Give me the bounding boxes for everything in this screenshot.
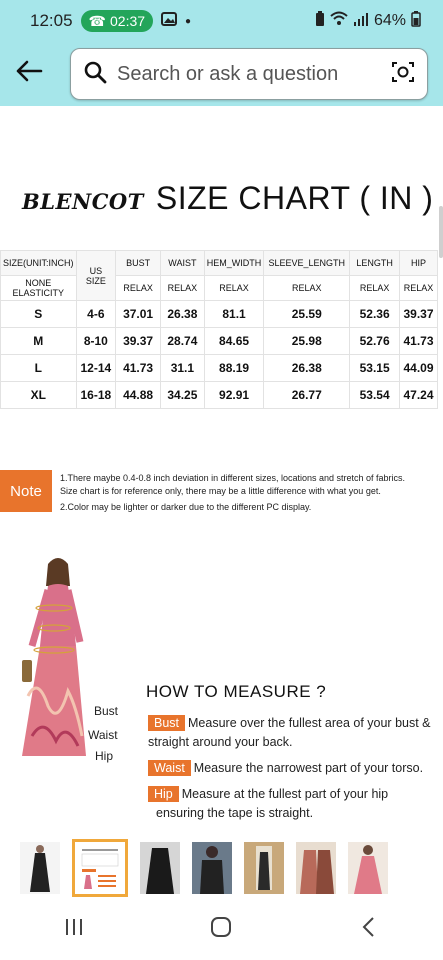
table-cell: 84.65 bbox=[204, 328, 264, 355]
recent-apps-button[interactable] bbox=[62, 915, 86, 944]
table-cell: 52.36 bbox=[350, 301, 400, 328]
scroll-indicator bbox=[439, 206, 443, 258]
table-header-cell: SLEEVE_LENGTH bbox=[264, 251, 350, 276]
thumbnail-2-selected[interactable] bbox=[72, 839, 128, 897]
table-cell: 47.24 bbox=[400, 382, 438, 409]
bust-text-1: Measure over the fullest area of your bust & bbox=[188, 716, 431, 730]
table-subheader-cell: RELAX bbox=[160, 276, 204, 301]
back-nav-button[interactable] bbox=[357, 915, 381, 944]
status-bar bbox=[0, 0, 443, 42]
table-cell: 26.38 bbox=[264, 355, 350, 382]
search-icon bbox=[83, 60, 107, 89]
table-subheader-cell: RELAX bbox=[350, 276, 400, 301]
thumbnail-3[interactable] bbox=[140, 842, 180, 894]
table-cell: 39.37 bbox=[400, 301, 438, 328]
search-header bbox=[0, 42, 443, 106]
table-cell: 8-10 bbox=[76, 328, 116, 355]
table-cell: 25.98 bbox=[264, 328, 350, 355]
table-cell: M bbox=[1, 328, 77, 355]
phone-icon: ☎ bbox=[88, 12, 106, 29]
table-cell: 16-18 bbox=[76, 382, 116, 409]
size-chart-header bbox=[22, 180, 433, 217]
call-timer: 02:37 bbox=[110, 13, 146, 29]
waist-tag: Waist bbox=[148, 760, 191, 776]
hip-label: Hip bbox=[95, 749, 114, 763]
table-header-cell: US SIZE bbox=[76, 251, 116, 301]
table-cell: S bbox=[1, 301, 77, 328]
table-subheader-cell: RELAX bbox=[116, 276, 161, 301]
table-cell: XL bbox=[1, 382, 77, 409]
bust-text-2: straight around your back. bbox=[148, 735, 293, 749]
table-cell: 44.88 bbox=[116, 382, 161, 409]
hip-text-1: Measure at the fullest part of your hip bbox=[181, 787, 389, 801]
how-to-measure-section bbox=[0, 556, 443, 820]
table-cell: 39.37 bbox=[116, 328, 161, 355]
thumbnail-strip bbox=[20, 842, 423, 898]
table-cell: 44.09 bbox=[400, 355, 438, 382]
camera-scan-icon[interactable] bbox=[391, 60, 415, 89]
bust-instruction bbox=[148, 714, 431, 752]
table-cell: 26.38 bbox=[160, 301, 204, 328]
table-row bbox=[1, 328, 438, 355]
table-cell: 92.91 bbox=[204, 382, 264, 409]
size-chart-title: SIZE CHART ( IN ) bbox=[155, 180, 434, 216]
bust-label: Bust bbox=[94, 704, 119, 718]
table-header-cell: HEM_WIDTH bbox=[204, 251, 264, 276]
table-header-cell: HIP bbox=[400, 251, 438, 276]
thumbnail-7[interactable] bbox=[348, 842, 388, 894]
table-cell: L bbox=[1, 355, 77, 382]
system-nav-bar bbox=[0, 898, 443, 960]
table-cell: 12-14 bbox=[76, 355, 116, 382]
brand-logo: BLENCOT bbox=[22, 189, 144, 214]
table-row bbox=[1, 382, 438, 409]
table-cell: 26.77 bbox=[264, 382, 350, 409]
home-button[interactable] bbox=[209, 915, 233, 944]
table-subheader-row bbox=[1, 276, 438, 301]
signal-icon bbox=[353, 11, 369, 32]
battery-percent: 64% bbox=[373, 12, 406, 29]
table-subheader-cell: NONE ELASTICITY bbox=[1, 276, 77, 301]
table-cell: 31.1 bbox=[160, 355, 204, 382]
status-time: 12:05 bbox=[30, 11, 73, 30]
table-cell: 34.25 bbox=[160, 382, 204, 409]
table-cell: 53.54 bbox=[350, 382, 400, 409]
table-row bbox=[1, 355, 438, 382]
search-placeholder: Search or ask a question bbox=[117, 62, 339, 85]
table-subheader-cell: RELAX bbox=[264, 276, 350, 301]
note-section bbox=[0, 466, 443, 516]
table-cell: 41.73 bbox=[400, 328, 438, 355]
hip-instruction bbox=[148, 785, 388, 823]
table-cell: 37.01 bbox=[116, 301, 161, 328]
thumbnail-6[interactable] bbox=[296, 842, 336, 894]
table-row bbox=[1, 301, 438, 328]
table-header-cell: BUST bbox=[116, 251, 161, 276]
thumbnail-4[interactable] bbox=[192, 842, 232, 894]
table-header-cell: SIZE(UNIT:INCH) bbox=[1, 251, 77, 276]
table-cell: 81.1 bbox=[204, 301, 264, 328]
waist-instruction bbox=[148, 759, 423, 778]
waist-text-1: Measure the narrowest part of your torso. bbox=[193, 761, 424, 775]
notification-dot-icon: ● bbox=[185, 15, 192, 27]
table-header-row bbox=[1, 251, 438, 276]
table-header-cell: WAIST bbox=[160, 251, 204, 276]
back-button[interactable] bbox=[14, 56, 44, 86]
bust-tag: Bust bbox=[148, 715, 185, 731]
table-cell: 25.59 bbox=[264, 301, 350, 328]
table-subheader-cell: RELAX bbox=[204, 276, 264, 301]
note-line-2: Size chart is for reference only, there may be a little difference with what you get. bbox=[60, 486, 381, 496]
waist-label: Waist bbox=[88, 728, 118, 742]
gallery-icon bbox=[161, 11, 177, 32]
table-cell: 41.73 bbox=[116, 355, 161, 382]
table-cell: 88.19 bbox=[204, 355, 264, 382]
wifi-icon bbox=[330, 11, 348, 32]
note-line-1: 1.There maybe 0.4-0.8 inch deviation in different sizes, locations and stretch of fabrics. bbox=[60, 473, 406, 483]
hip-text-2: ensuring the tape is straight. bbox=[156, 806, 314, 820]
dress-model-image bbox=[18, 556, 88, 766]
product-image[interactable] bbox=[0, 106, 443, 898]
how-to-measure-title: HOW TO MEASURE ? bbox=[146, 682, 327, 701]
battery-saver-icon bbox=[315, 11, 325, 32]
hip-tag: Hip bbox=[148, 786, 179, 802]
table-header-cell: LENGTH bbox=[350, 251, 400, 276]
thumbnail-1[interactable] bbox=[20, 842, 60, 894]
table-cell: 53.15 bbox=[350, 355, 400, 382]
table-subheader-cell: RELAX bbox=[400, 276, 438, 301]
search-input[interactable] bbox=[70, 48, 428, 100]
table-cell: 4-6 bbox=[76, 301, 116, 328]
size-chart-table bbox=[0, 250, 438, 409]
thumbnail-5[interactable] bbox=[244, 842, 284, 894]
table-cell: 28.74 bbox=[160, 328, 204, 355]
battery-icon bbox=[411, 11, 421, 32]
note-badge: Note bbox=[0, 470, 52, 512]
back-arrow-icon bbox=[14, 56, 44, 86]
note-line-3: 2.Color may be lighter or darker due to the different PC display. bbox=[60, 502, 312, 512]
call-timer-pill[interactable] bbox=[81, 10, 154, 32]
table-cell: 52.76 bbox=[350, 328, 400, 355]
